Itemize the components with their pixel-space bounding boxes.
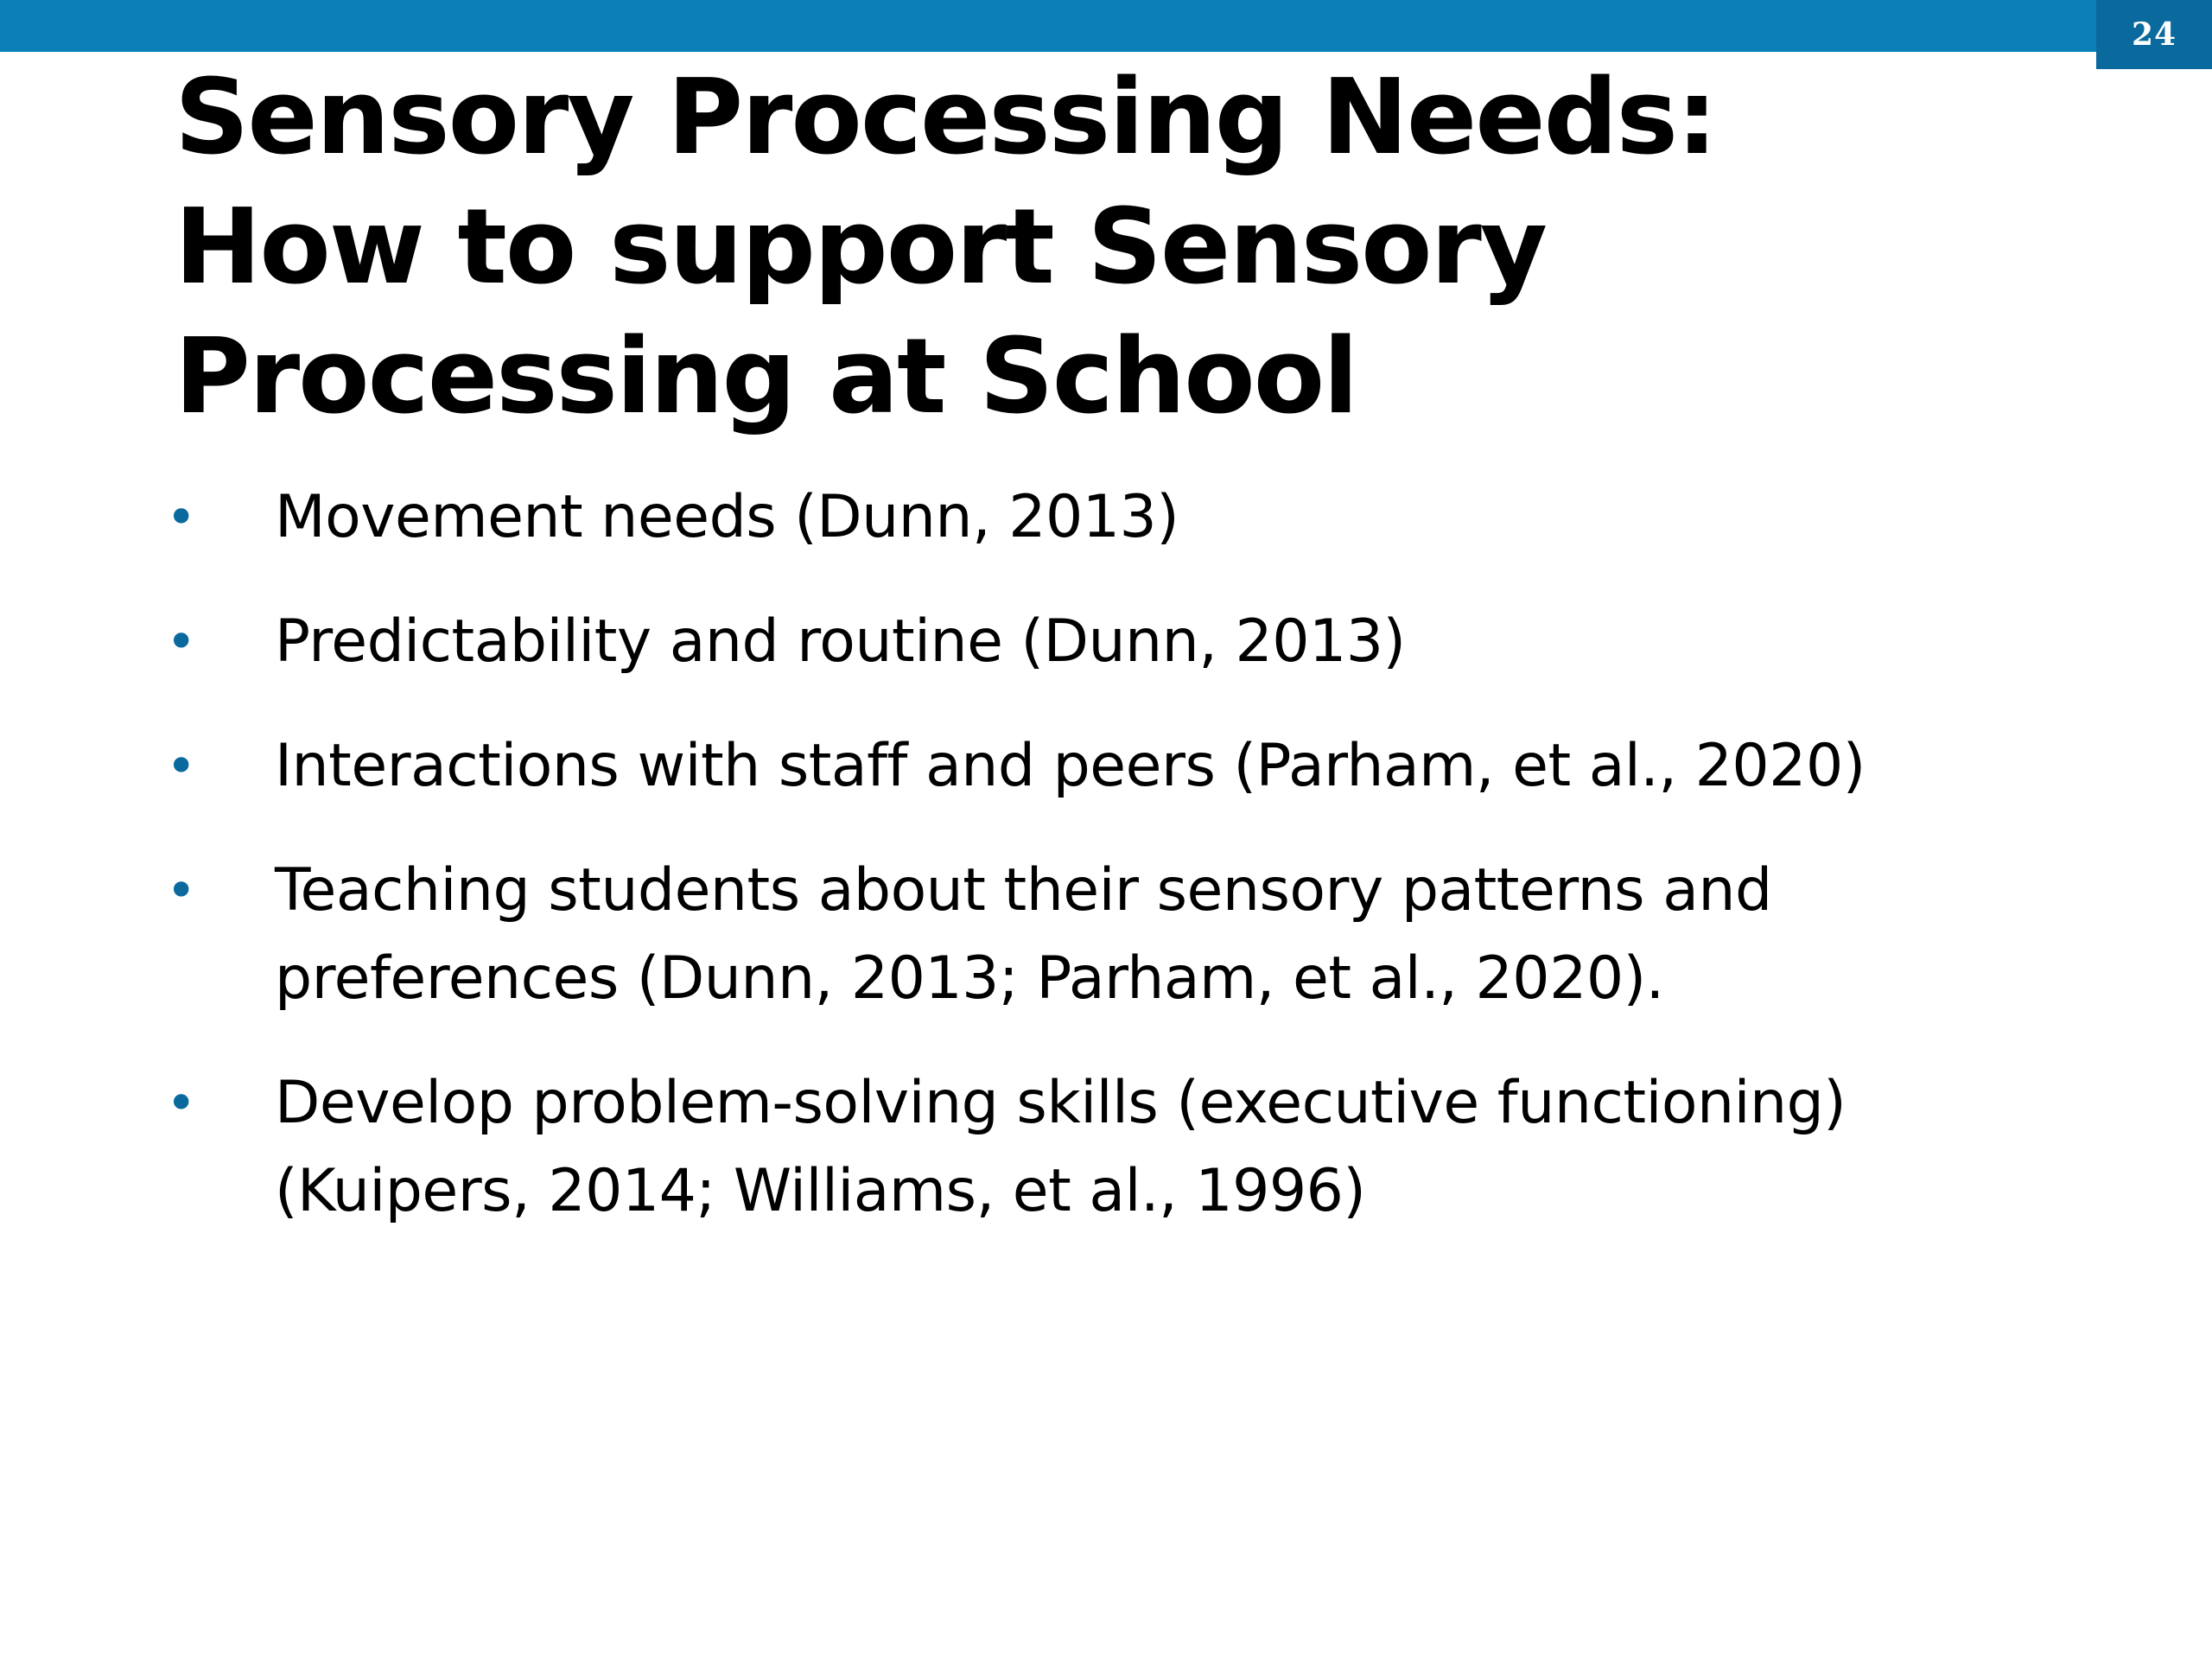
bullet-text: Develop problem-solving skills (executive functioning) (Kuipers, 2014; Williams, et al., 1996): [275, 1069, 1847, 1225]
bullet-icon: •: [166, 612, 196, 672]
bullet-icon: •: [166, 1073, 196, 1134]
bullet-text: Teaching students about their sensory patterns and preferences (Dunn, 2013; Parham, et al., 2020).: [275, 856, 1772, 1013]
bullet-text: Predictability and routine (Dunn, 2013): [275, 607, 1406, 676]
bullet-icon: •: [166, 736, 196, 797]
bullet-item-teaching: [156, 847, 2108, 1023]
bullet-item-predictability: [156, 598, 2108, 686]
bullet-item-movement: [156, 474, 2108, 562]
bullet-icon: •: [166, 861, 196, 921]
top-accent-bar: [0, 0, 2096, 52]
bullet-text: Interactions with staff and peers (Parham, et al., 2020): [275, 732, 1866, 800]
page-number-tab: [2096, 0, 2212, 69]
bullet-list: [156, 474, 2108, 1272]
bullet-item-problem-solving: [156, 1059, 2108, 1236]
page-number: 24: [2131, 16, 2177, 53]
bullet-text: Movement needs (Dunn, 2013): [275, 483, 1179, 551]
bullet-item-interactions: [156, 722, 2108, 810]
slide-title: Sensory Processing Needs: How to support Sensory Processing at School: [175, 58, 1716, 437]
bullet-icon: •: [166, 487, 196, 548]
